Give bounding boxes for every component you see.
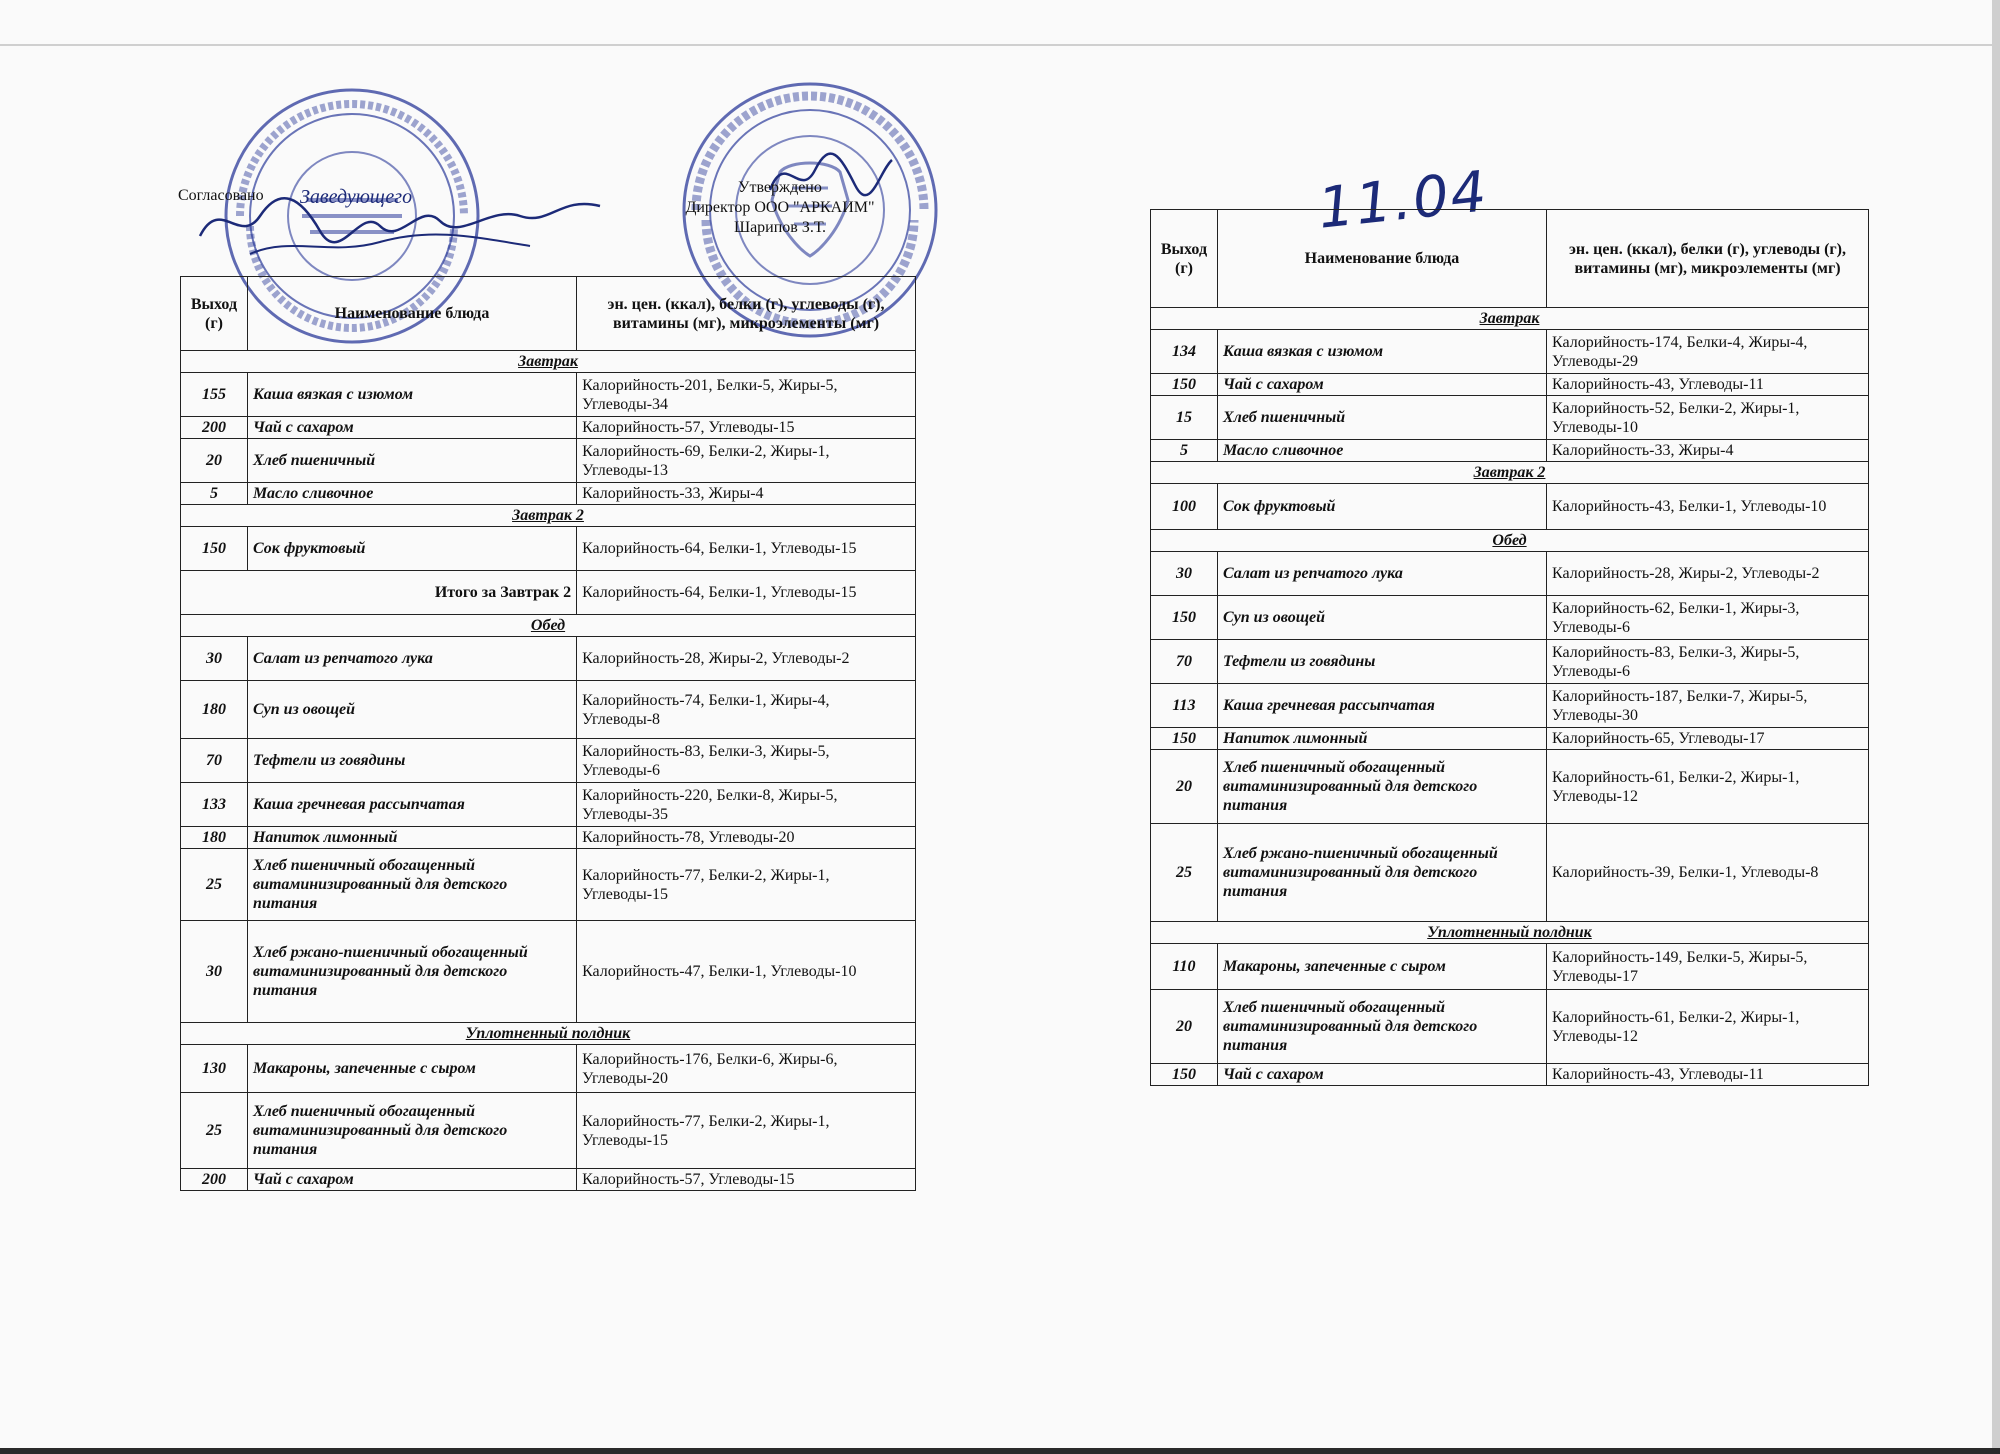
nutrition-cell: Калорийность-83, Белки-3, Жиры-5, Углеводы-6 (577, 739, 916, 783)
nutrition-cell: Калорийность-61, Белки-2, Жиры-1, Углеводы-12 (1547, 990, 1869, 1064)
table-row (1151, 552, 1869, 596)
signature-text: Заведующего (300, 186, 413, 208)
total-nutrition: Калорийность-64, Белки-1, Углеводы-15 (577, 571, 916, 615)
output-cell: 200 (181, 417, 248, 439)
nutrition-cell: Калорийность-28, Жиры-2, Углеводы-2 (1547, 552, 1869, 596)
output-cell: 200 (181, 1169, 248, 1191)
table-row (181, 373, 916, 417)
nutrition-cell: Калорийность-43, Углеводы-11 (1547, 374, 1869, 396)
col-output-header: Выход (г) (1151, 210, 1218, 308)
col-output-header: Выход (г) (181, 277, 248, 351)
nutrition-cell: Калорийность-78, Углеводы-20 (577, 827, 916, 849)
table-row (1151, 684, 1869, 728)
dish-cell: Тефтели из говядины (247, 739, 576, 783)
dish-cell: Масло сливочное (1217, 440, 1546, 462)
output-cell: 150 (1151, 374, 1218, 396)
nutrition-header-line1: эн. цен. (ккал), белки (г), углеводы (г), (607, 295, 885, 313)
output-cell: 30 (181, 637, 248, 681)
dish-cell: Напиток лимонный (1217, 728, 1546, 750)
output-cell: 130 (181, 1045, 248, 1093)
nutrition-cell: Калорийность-77, Белки-2, Жиры-1, Углеводы-15 (577, 1093, 916, 1169)
nutrition-header-line2: витамины (мг), микроэлементы (мг) (1574, 259, 1841, 277)
section-row (181, 351, 916, 373)
table-row (181, 1169, 916, 1191)
section-row (1151, 462, 1869, 484)
nutrition-cell: Калорийность-77, Белки-2, Жиры-1, Углеводы-15 (577, 849, 916, 921)
table-row (1151, 330, 1869, 374)
dish-cell: Хлеб ржано-пшеничный обогащенный витаминизированный для детского питания (247, 921, 576, 1023)
table-row (181, 921, 916, 1023)
section-title: Обед (1151, 530, 1869, 552)
dish-cell: Масло сливочное (247, 483, 576, 505)
col-dish-header: Наименование блюда (247, 277, 576, 351)
dish-cell: Каша гречневая рассыпчатая (1217, 684, 1546, 728)
output-cell: 110 (1151, 944, 1218, 990)
table-row (1151, 750, 1869, 824)
dish-cell: Хлеб пшеничный (247, 439, 576, 483)
table-row (181, 527, 916, 571)
dish-cell: Хлеб пшеничный обогащенный витаминизированный для детского питания (247, 849, 576, 921)
dish-cell: Суп из овощей (247, 681, 576, 739)
nutrition-cell: Калорийность-74, Белки-1, Жиры-4, Углеводы-8 (577, 681, 916, 739)
dish-cell: Чай с сахаром (1217, 374, 1546, 396)
dish-cell: Сок фруктовый (1217, 484, 1546, 530)
table-row (181, 827, 916, 849)
table-row (181, 439, 916, 483)
nutrition-cell: Калорийность-176, Белки-6, Жиры-6, Углеводы-20 (577, 1045, 916, 1093)
table-row (1151, 596, 1869, 640)
section-title: Уплотненный полдник (181, 1023, 916, 1045)
col-nutrition-header (577, 277, 916, 351)
nutrition-cell: Калорийность-64, Белки-1, Углеводы-15 (577, 527, 916, 571)
table-row (1151, 728, 1869, 750)
output-cell: 20 (181, 439, 248, 483)
approved-left-label: Согласовано (178, 187, 264, 204)
output-cell: 20 (1151, 990, 1218, 1064)
nutrition-cell: Калорийность-187, Белки-7, Жиры-5, Углеводы-30 (1547, 684, 1869, 728)
dish-cell: Сок фруктовый (247, 527, 576, 571)
dish-cell: Чай с сахаром (247, 417, 576, 439)
dish-cell: Хлеб пшеничный обогащенный витаминизированный для детского питания (247, 1093, 576, 1169)
total-label: Итого за Завтрак 2 (181, 571, 577, 615)
dish-cell: Напиток лимонный (247, 827, 576, 849)
nutrition-cell: Калорийность-43, Белки-1, Углеводы-10 (1547, 484, 1869, 530)
table-header-row (1151, 210, 1869, 308)
page-edge (1992, 0, 2000, 1454)
output-cell: 150 (181, 527, 248, 571)
output-cell: 25 (1151, 824, 1218, 922)
dish-cell: Чай с сахаром (1217, 1064, 1546, 1086)
output-cell: 150 (1151, 1064, 1218, 1086)
table-row (181, 1093, 916, 1169)
nutrition-cell: Калорийность-43, Углеводы-11 (1547, 1064, 1869, 1086)
output-cell: 25 (181, 1093, 248, 1169)
output-cell: 70 (1151, 640, 1218, 684)
section-title: Обед (181, 615, 916, 637)
signature-caption (300, 186, 412, 209)
nutrition-cell: Калорийность-174, Белки-4, Жиры-4, Углеводы-29 (1547, 330, 1869, 374)
table-row (181, 739, 916, 783)
table-row (1151, 824, 1869, 922)
section-title: Завтрак (181, 351, 916, 373)
section-row (1151, 308, 1869, 330)
dish-cell: Хлеб пшеничный (1217, 396, 1546, 440)
output-cell: 20 (1151, 750, 1218, 824)
table-header-row (181, 277, 916, 351)
table-row (181, 849, 916, 921)
menu-table-right (1150, 209, 1869, 1086)
page-edge (0, 1448, 2000, 1454)
approved-right-label: Утверждено (738, 179, 822, 196)
dish-cell: Салат из репчатого лука (247, 637, 576, 681)
section-title: Завтрак (1151, 308, 1869, 330)
nutrition-cell: Калорийность-83, Белки-3, Жиры-5, Углеводы-6 (1547, 640, 1869, 684)
nutrition-cell: Калорийность-220, Белки-8, Жиры-5, Углеводы-35 (577, 783, 916, 827)
section-title: Завтрак 2 (181, 505, 916, 527)
section-row (1151, 922, 1869, 944)
section-row (181, 615, 916, 637)
output-cell: 134 (1151, 330, 1218, 374)
total-row (181, 571, 916, 615)
approval-right (650, 178, 910, 238)
output-cell: 30 (1151, 552, 1218, 596)
nutrition-cell: Калорийность-61, Белки-2, Жиры-1, Углеводы-12 (1547, 750, 1869, 824)
output-cell: 180 (181, 681, 248, 739)
nutrition-cell: Калорийность-149, Белки-5, Жиры-5, Углеводы-17 (1547, 944, 1869, 990)
dish-cell: Чай с сахаром (247, 1169, 576, 1191)
section-row (1151, 530, 1869, 552)
table-row (181, 783, 916, 827)
output-cell: 100 (1151, 484, 1218, 530)
dish-cell: Макароны, запеченные с сыром (1217, 944, 1546, 990)
section-title: Завтрак 2 (1151, 462, 1869, 484)
output-cell: 180 (181, 827, 248, 849)
table-row (1151, 484, 1869, 530)
director-title: Директор ООО "АРКАИМ" (685, 199, 875, 216)
col-dish-header: Наименование блюда (1217, 210, 1546, 308)
table-row (1151, 374, 1869, 396)
dish-cell: Салат из репчатого лука (1217, 552, 1546, 596)
dish-cell: Хлеб пшеничный обогащенный витаминизированный для детского питания (1217, 990, 1546, 1064)
nutrition-cell: Калорийность-69, Белки-2, Жиры-1, Углеводы-13 (577, 439, 916, 483)
nutrition-header-line2: витамины (мг), микроэлементы (мг) (612, 314, 880, 332)
output-cell: 5 (181, 483, 248, 505)
output-cell: 30 (181, 921, 248, 1023)
table-row (1151, 944, 1869, 990)
section-title: Уплотненный полдник (1151, 922, 1869, 944)
dish-cell: Каша вязкая с изюмом (1217, 330, 1546, 374)
section-row (181, 505, 916, 527)
output-cell: 155 (181, 373, 248, 417)
col-nutrition-header (1547, 210, 1869, 308)
dish-cell: Тефтели из говядины (1217, 640, 1546, 684)
nutrition-cell: Калорийность-57, Углеводы-15 (577, 1169, 916, 1191)
output-cell: 70 (181, 739, 248, 783)
output-cell: 133 (181, 783, 248, 827)
dish-cell: Хлеб ржано-пшеничный обогащенный витаминизированный для детского питания (1217, 824, 1546, 922)
nutrition-cell: Калорийность-62, Белки-1, Жиры-3, Углеводы-6 (1547, 596, 1869, 640)
table-row (181, 483, 916, 505)
page-edge (0, 44, 2000, 46)
output-cell: 150 (1151, 728, 1218, 750)
table-row (181, 417, 916, 439)
nutrition-cell: Калорийность-57, Углеводы-15 (577, 417, 916, 439)
dish-cell: Каша гречневая рассыпчатая (247, 783, 576, 827)
table-row (1151, 990, 1869, 1064)
dish-cell: Макароны, запеченные с сыром (247, 1045, 576, 1093)
dish-cell: Каша вязкая с изюмом (247, 373, 576, 417)
approval-left (178, 187, 264, 205)
nutrition-cell: Калорийность-52, Белки-2, Жиры-1, Углеводы-10 (1547, 396, 1869, 440)
director-name: Шарипов З.Т. (733, 219, 827, 236)
nutrition-cell: Калорийность-33, Жиры-4 (577, 483, 916, 505)
nutrition-cell: Калорийность-39, Белки-1, Углеводы-8 (1547, 824, 1869, 922)
output-cell: 25 (181, 849, 248, 921)
nutrition-cell: Калорийность-33, Жиры-4 (1547, 440, 1869, 462)
nutrition-cell: Калорийность-28, Жиры-2, Углеводы-2 (577, 637, 916, 681)
table-row (1151, 440, 1869, 462)
table-row (181, 681, 916, 739)
menu-table-left (180, 276, 916, 1191)
nutrition-header-line1: эн. цен. (ккал), белки (г), углеводы (г), (1569, 240, 1846, 258)
handwritten-date: 11.04 (1315, 159, 1492, 242)
table-row (1151, 640, 1869, 684)
output-cell: 15 (1151, 396, 1218, 440)
dish-cell: Хлеб пшеничный обогащенный витаминизированный для детского питания (1217, 750, 1546, 824)
table-row (1151, 1064, 1869, 1086)
nutrition-cell: Калорийность-47, Белки-1, Углеводы-10 (577, 921, 916, 1023)
table-row (181, 1045, 916, 1093)
dish-cell: Суп из овощей (1217, 596, 1546, 640)
output-cell: 113 (1151, 684, 1218, 728)
nutrition-cell: Калорийность-201, Белки-5, Жиры-5, Углеводы-34 (577, 373, 916, 417)
output-cell: 5 (1151, 440, 1218, 462)
output-cell: 150 (1151, 596, 1218, 640)
table-row (181, 637, 916, 681)
section-row (181, 1023, 916, 1045)
nutrition-cell: Калорийность-65, Углеводы-17 (1547, 728, 1869, 750)
table-row (1151, 396, 1869, 440)
